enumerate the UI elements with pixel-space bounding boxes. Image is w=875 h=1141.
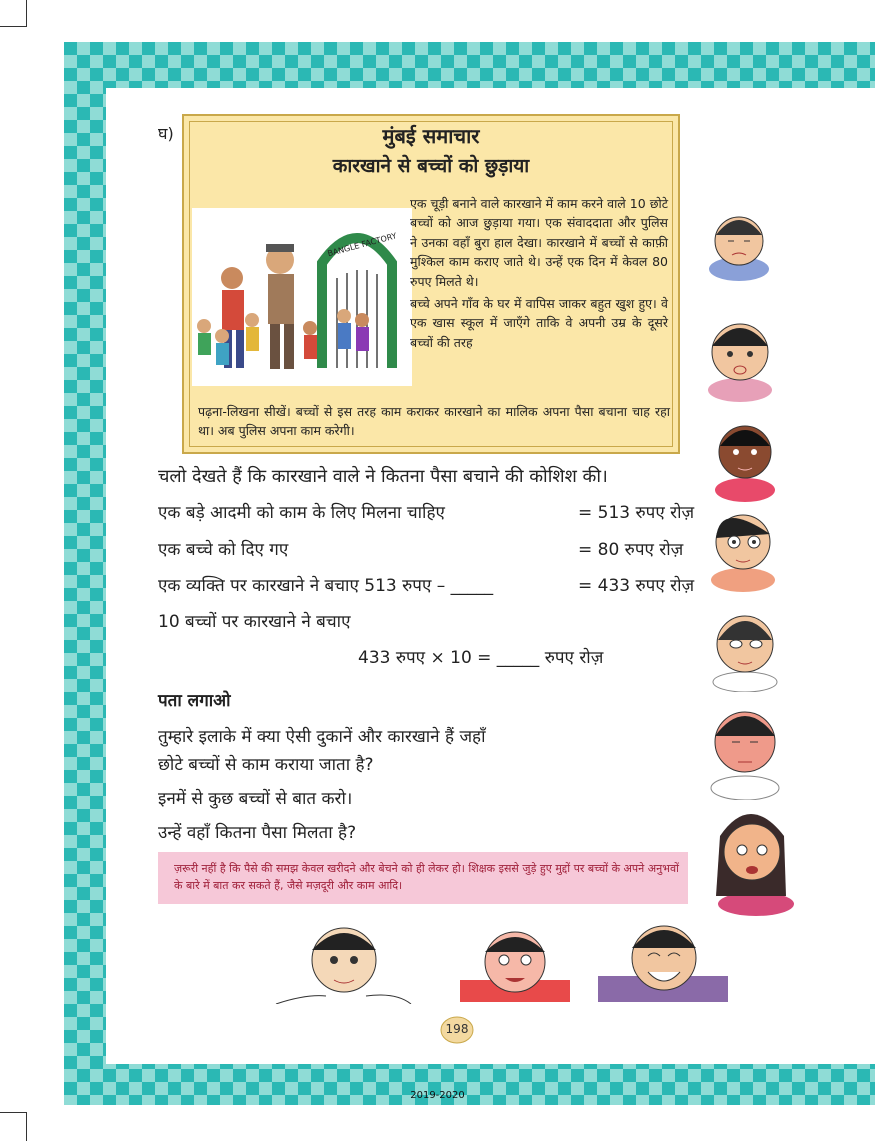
- child-face-2: [706, 310, 774, 402]
- child-face-6: [710, 696, 780, 800]
- calc-row2-label: एक बच्चे को दिए गए: [158, 540, 289, 560]
- news-paragraph-3: पढ़ना-लिखना सीखें। बच्चों से इस तरह काम कराकर कारखाने का मालिक अपना पैसा बचाना चाह रहा था। अब पुलिस अपना काम करेगी।: [198, 404, 670, 439]
- child-face-bottom-2: [450, 922, 580, 1002]
- find-out-question-1b: छोटे बच्चों से काम कराया जाता है?: [158, 755, 374, 775]
- find-out-heading: पता लगाओ: [158, 691, 231, 711]
- teacher-note: [158, 852, 688, 904]
- news-column-text: [410, 194, 668, 355]
- crop-mark-bottom: [0, 1112, 27, 1141]
- child-face-5: [712, 600, 778, 692]
- calc-row4-label: 10 बच्चों पर कारखाने ने बचाए: [158, 612, 351, 632]
- news-box: [182, 114, 680, 454]
- calc-row2-value: = 80 रुपए रोज़: [578, 540, 684, 560]
- news-paragraph-1: एक चूड़ी बनाने वाले कारखाने में काम करने वाले 10 छोटे बच्चों को आज छुड़ाया गया। एक संवाददाता और पुलिस ने उनका वहाँ बुरा हाल देखा। कारखाने में बच्चों से काफ़ी मुश्किल काम कराए जाते थे। उन्हें एक दिन में केवल 80 रुपए मिलते थे।: [410, 196, 668, 289]
- find-out-question-1a: तुम्हारे इलाके में क्या ऐसी दुकानें और कारखाने हैं जहाँ: [158, 727, 486, 747]
- teacher-note-text: ज़रूरी नहीं है कि पैसे की समझ केवल खरीदने और बेचने को ही लेकर हो। शिक्षक इससे जुड़े हुए मुद्दों पर बच्चों के अपने अनुभवों के बारे में बात कर सकते हैं, जैसे मज़दूरी और काम आदि।: [174, 862, 679, 892]
- edition-year: 2019-2020: [410, 1090, 465, 1101]
- child-face-1: [708, 205, 770, 281]
- calc-row5: 433 रुपए × 10 = _____ रुपए रोज़: [358, 648, 604, 668]
- child-face-bottom-1: [256, 918, 416, 1004]
- child-face-bottom-3: [598, 916, 728, 1002]
- factory-illustration: [192, 208, 412, 386]
- calc-row1-label: एक बड़े आदमी को काम के लिए मिलना चाहिए: [158, 503, 445, 523]
- crop-mark-top: [0, 0, 27, 27]
- child-face-4: [710, 500, 776, 592]
- news-headline: कारखाने से बच्चों को छुड़ाया: [332, 155, 530, 177]
- news-paragraph-2: बच्चे अपने गाँव के घर में वापिस जाकर बहुत खुश हुए। वे एक खास स्कूल में जाएँगे ताकि वे अपनी उम्र के दूसरे बच्चों की तरह: [410, 296, 668, 350]
- find-out-question-3: उन्हें वहाँ कितना पैसा मिलता है?: [158, 823, 357, 843]
- factory-sign-text: BANGLE FACTORY: [326, 231, 398, 259]
- item-label: घ): [158, 124, 174, 143]
- child-face-7: [700, 796, 796, 916]
- calc-row1-value: = 513 रुपए रोज़: [578, 503, 695, 523]
- calc-intro: चलो देखते हैं कि कारखाने वाले ने कितना पैसा बचाने की कोशिश की।: [158, 466, 608, 487]
- news-title: मुंबई समाचार: [382, 124, 480, 148]
- calc-row3-label: एक व्यक्ति पर कारखाने ने बचाए 513 रुपए – _____: [158, 576, 494, 596]
- child-face-3: [714, 412, 776, 502]
- calc-row3-value: = 433 रुपए रोज़: [578, 576, 695, 596]
- page-number-badge: [440, 1014, 474, 1044]
- find-out-question-2: इनमें से कुछ बच्चों से बात करो।: [158, 789, 353, 809]
- page-number: 198: [445, 1022, 469, 1036]
